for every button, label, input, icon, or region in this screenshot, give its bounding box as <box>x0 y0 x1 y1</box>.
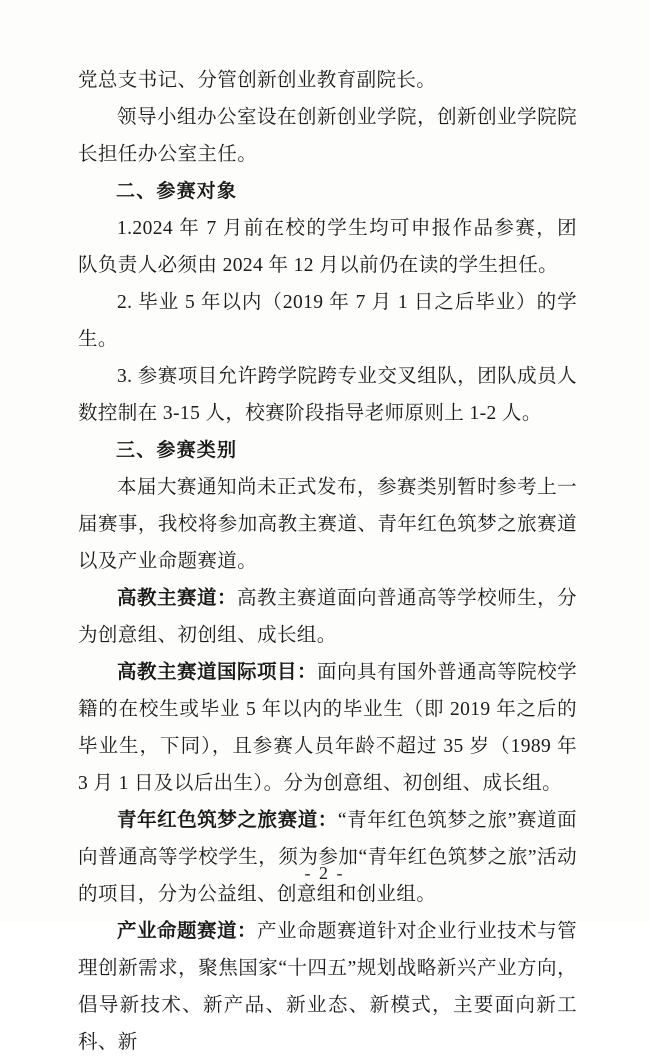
paragraph-item-1: 1.2024 年 7 月前在校的学生均可申报作品参赛，团队负责人必须由 2024 年 12 月以前仍在读的学生担任。 <box>78 218 577 276</box>
paragraph-continuation: 党总支书记、分管创新创业教育副院长。 <box>78 70 437 91</box>
paragraph-international-track <box>78 654 577 802</box>
paragraph-main-track-text: 高教主赛道面向普通高等学校师生，分为创意组、初创组、成长组。 <box>78 588 577 646</box>
paragraph-industry-track <box>78 913 577 1061</box>
paragraph-industry-track-text: 产业命题赛道针对企业行业技术与管理创新需求，聚焦国家“十四五”规划战略新兴产业方向，倡导新技术、新产品、新业态、新模式，主要面向新工科、新 <box>78 921 577 1053</box>
page-number: - 2 - <box>304 863 345 883</box>
paragraph-industry-track-lead: 产业命题赛道： <box>117 921 258 942</box>
paragraph-main-track-lead: 高教主赛道： <box>117 588 238 609</box>
paragraph-red-dream-track <box>78 802 577 913</box>
paragraph-international-track-text: 面向具有国外普通高等院校学籍的在校生或毕业 5 年以内的毕业生（即 2019 年之后的毕业生，下同），且参赛人员年龄不超过 35 岁（1989 年 3 月 1 日及以后出生）。分为创意组、初创组、成长组。 <box>78 662 577 794</box>
paragraph-leadership-office: 领导小组办公室设在创新创业学院，创新创业学院院长担任办公室主任。 <box>78 107 577 165</box>
paragraph-categories-intro: 本届大赛通知尚未正式发布，参赛类别暂时参考上一届赛事，我校将参加高教主赛道、青年红色筑梦之旅赛道以及产业命题赛道。 <box>78 477 577 572</box>
paragraph-item-3: 3. 参赛项目允许跨学院跨专业交叉组队，团队成员人数控制在 3-15 人，校赛阶段指导老师原则上 1-2 人。 <box>78 366 577 424</box>
section-heading-participants: 二、参赛对象 <box>116 181 238 202</box>
paragraph-item-2: 2. 毕业 5 年以内（2019 年 7 月 1 日之后毕业）的学生。 <box>78 292 577 350</box>
document-body <box>78 62 577 1061</box>
paragraph-red-dream-track-text: “青年红色筑梦之旅”赛道面向普通高等学校学生，须为参加“青年红色筑梦之旅”活动的项目，分为公益组、创意组和创业组。 <box>78 810 577 905</box>
section-heading-categories: 三、参赛类别 <box>116 440 238 461</box>
paragraph-main-track <box>78 580 577 654</box>
paragraph-international-track-lead: 高教主赛道国际项目： <box>117 662 318 683</box>
paragraph-red-dream-track-lead: 青年红色筑梦之旅赛道： <box>117 810 338 831</box>
